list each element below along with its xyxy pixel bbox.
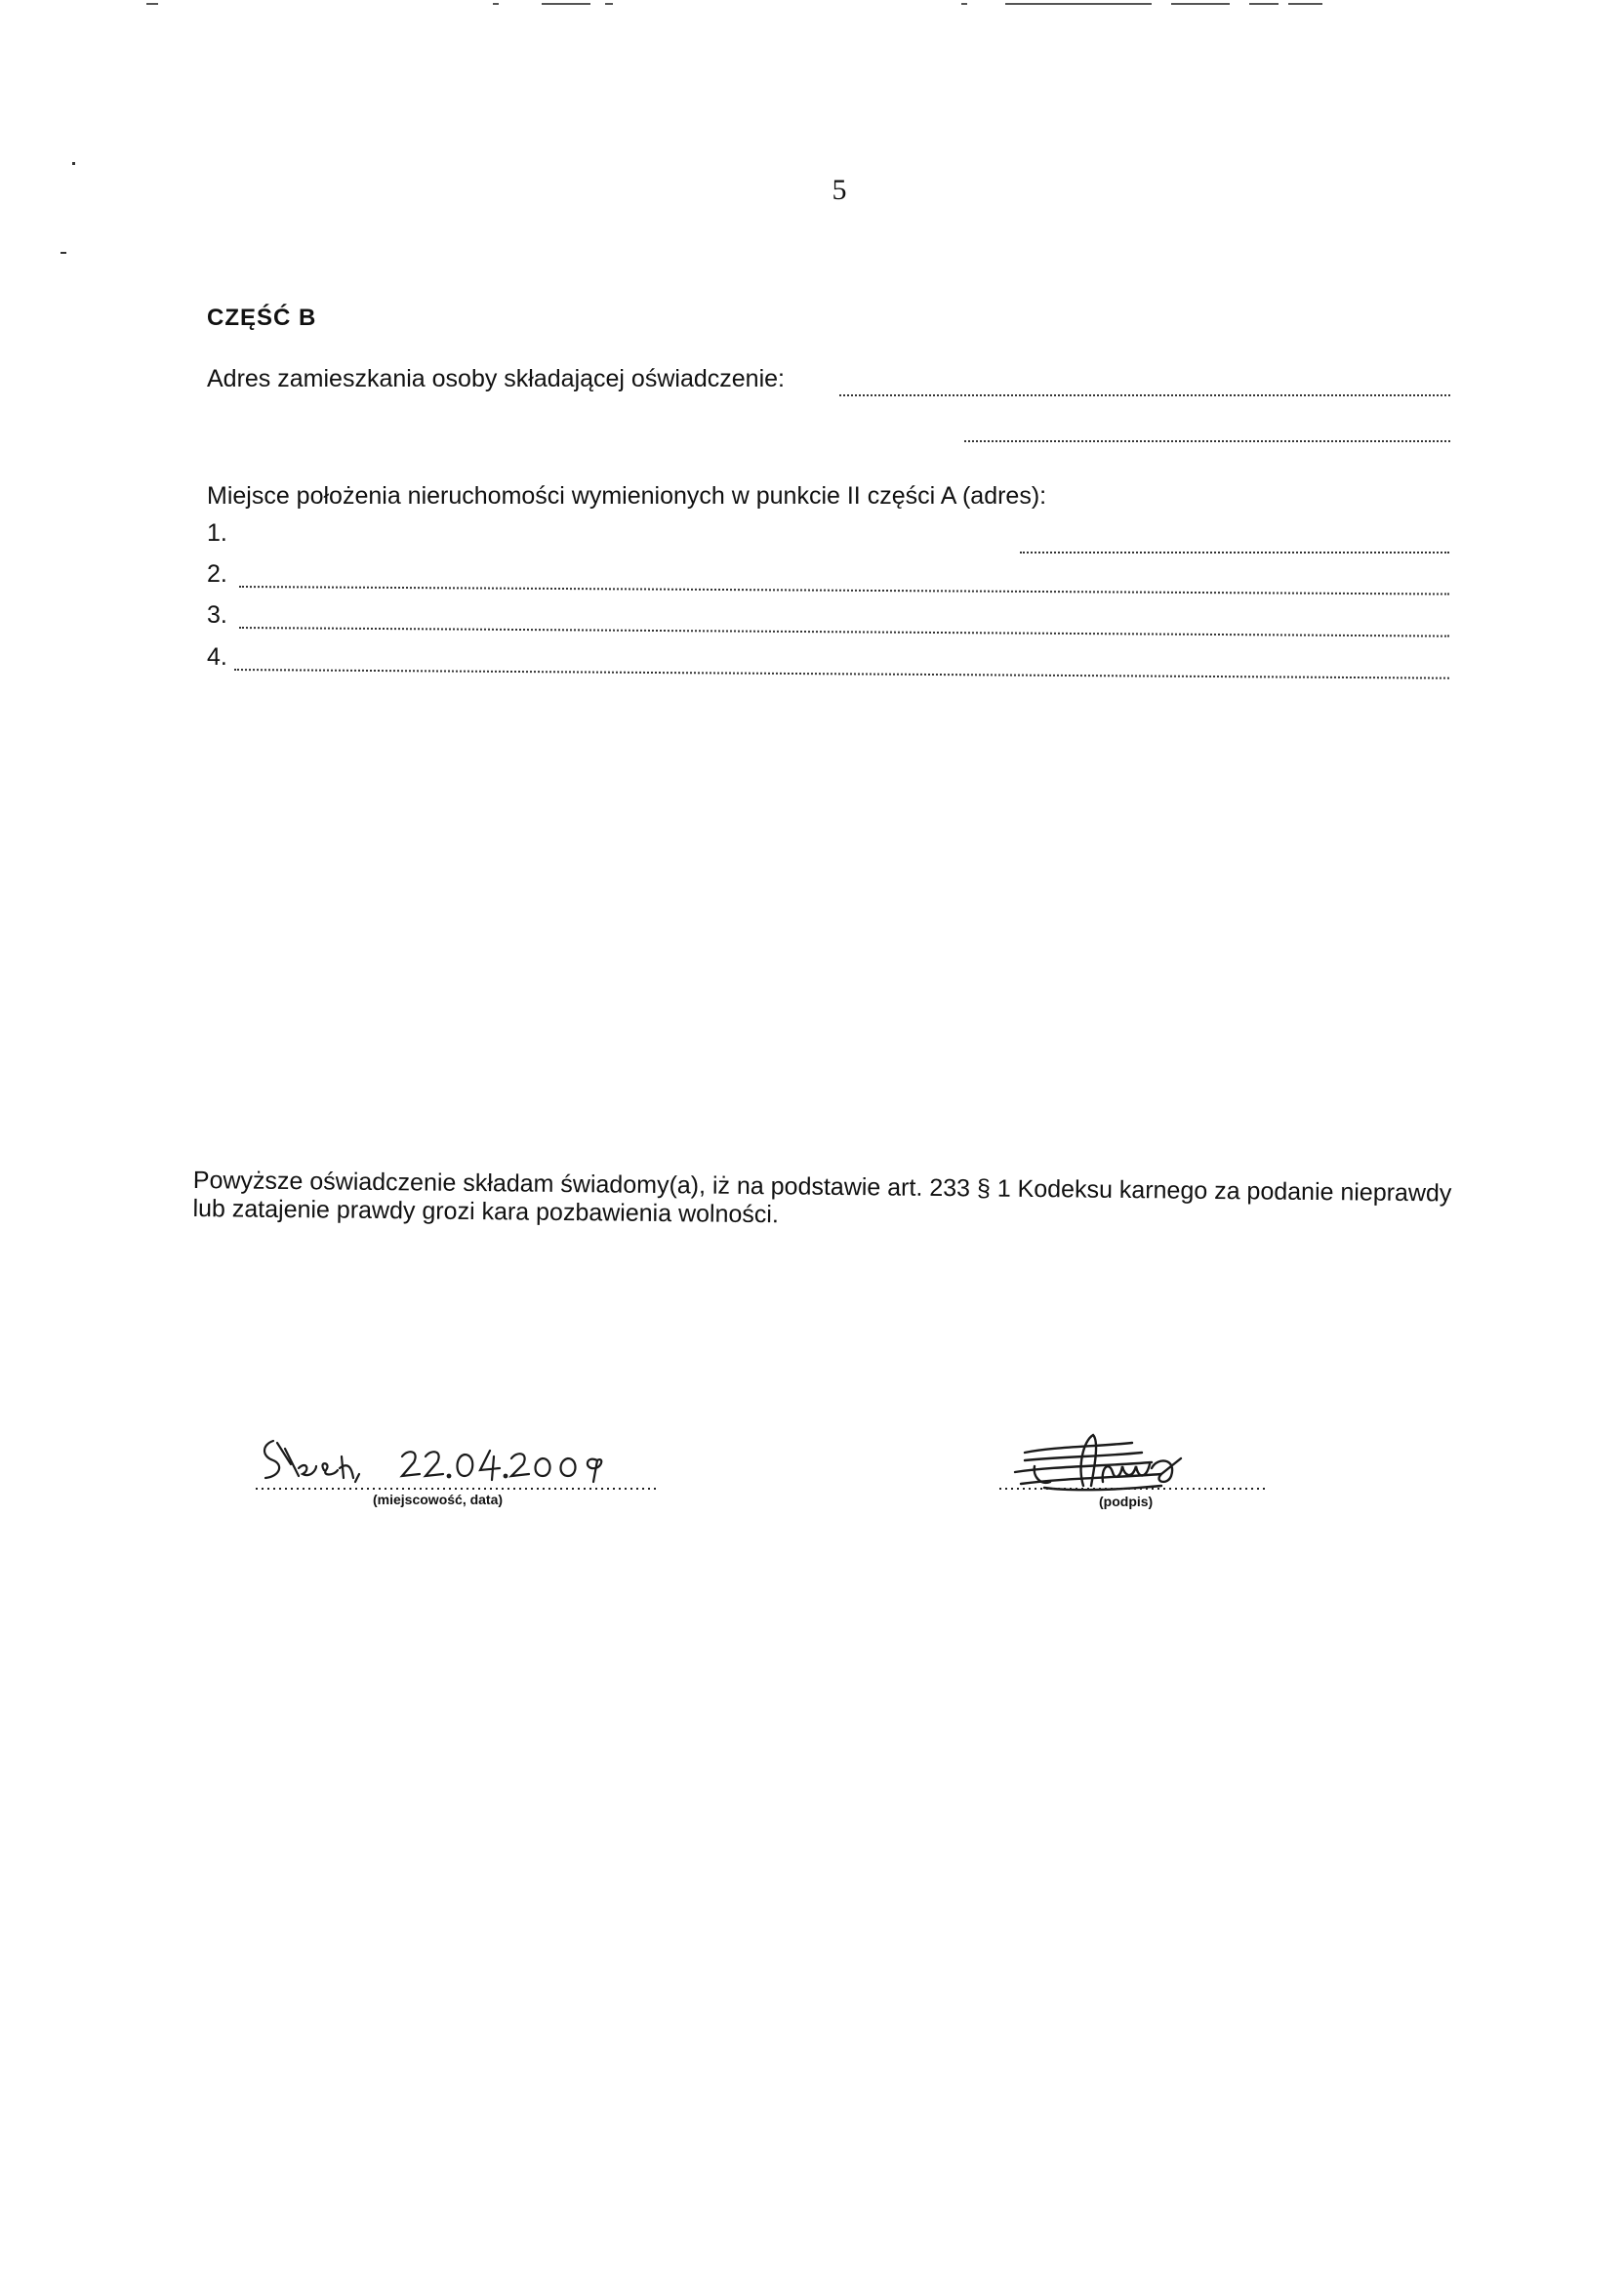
scan-artifacts: [0, 0, 1624, 10]
property-item-line: [239, 627, 1449, 637]
address-line-2: [964, 440, 1450, 442]
declaration-text: Powyższe oświadczenie składam świadomy(a), iż na podstawie art. 233 § 1 Kodeksu karnego za podanie nieprawdy lub zatajenie prawdy grozi kara pozbawienia wolności.: [192, 1167, 1452, 1229]
property-item-number: 4.: [207, 643, 227, 671]
scan-speck: [61, 252, 66, 254]
property-item-number: 2.: [207, 560, 227, 588]
address-line-1: [839, 394, 1450, 396]
page-number: 5: [832, 174, 847, 206]
property-label: Miejsce położenia nieruchomości wymienionych w punkcie II części A (adres):: [207, 482, 1047, 510]
property-item-line: [1020, 552, 1449, 554]
section-title: CZĘŚĆ B: [207, 305, 317, 331]
place-date-block: [256, 1435, 656, 1513]
place-date-caption: (miejscowość, data): [373, 1492, 504, 1507]
address-label: Adres zamieszkania osoby składającej oświadczenie:: [207, 365, 785, 392]
property-item-line: [239, 586, 1449, 595]
property-item-number: 1.: [207, 519, 227, 547]
scan-speck: [72, 162, 75, 165]
signature-block: [986, 1417, 1269, 1515]
property-item-number: 3.: [207, 601, 227, 629]
property-item-line: [234, 669, 1449, 679]
signature-caption: (podpis): [1099, 1494, 1154, 1509]
